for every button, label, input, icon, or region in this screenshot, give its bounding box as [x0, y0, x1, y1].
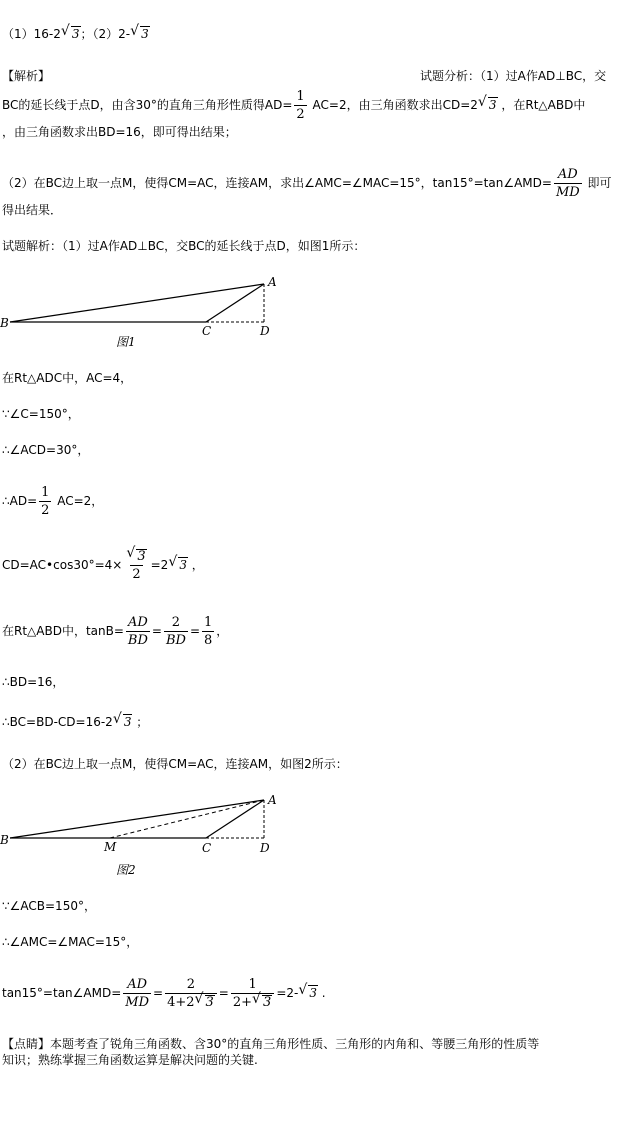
- analysis-intro: 试题分析：（1）过A作AD⊥BC，交: [420, 69, 607, 83]
- fraction: $\frac{1}{8}$: [204, 615, 213, 648]
- label-c: C: [202, 841, 212, 855]
- fraction: $\frac{2}{BD}$: [165, 615, 186, 648]
- step-6: 在Rt△ABD中，tanB= $\frac{AD}{BD}$ = $\frac{2}{BD}$ = $\frac{1}{8}$ ，: [2, 615, 229, 648]
- label-a: A: [268, 275, 277, 289]
- part2-step-2: ∴∠AMC=∠MAC=15°，: [2, 935, 139, 949]
- sqrt-symbol: √ 3: [114, 714, 133, 730]
- part2-head: （2）在BC边上取一点M，使得CM=AC，连接AM，如图2所示：: [2, 757, 348, 771]
- step-1: 在Rt△ADC中，AC=4，: [2, 371, 133, 385]
- answer-line: （1）16-2√ 3；（2）2-√ 3: [2, 26, 150, 42]
- segment-ca: [206, 800, 264, 838]
- figure-1: [0, 272, 290, 352]
- solution-head: 试题解析：（1）过A作AD⊥BC，交BC的延长线于点D，如图1所示：: [2, 239, 366, 253]
- analysis-title: 【解析】: [2, 69, 51, 83]
- analysis-part2-end: 得出结果．: [2, 203, 63, 217]
- comment-line-1: 【点睛】本题考查了锐角三角函数、含30°的直角三角形性质、三角形的内角和、等腰三角形的性质等: [2, 1037, 540, 1051]
- label-c: C: [202, 324, 212, 338]
- sqrt-symbol: √ 3: [62, 26, 81, 42]
- label-b: B: [0, 833, 9, 847]
- sqrt-symbol: √ 3: [131, 26, 150, 42]
- part2-step-3: tan15°=tan∠AMD= $\frac{AD}{MD}$ = $\frac{2}{4+2√ 3}$ = $\frac{1}{2+√ 3}$ =2-√ 3 .: [2, 976, 326, 1011]
- step-3: ∴∠ACD=30°，: [2, 443, 90, 457]
- fraction: $\frac{1}{2}$: [41, 485, 50, 518]
- step-7: ∴BD=16，: [2, 675, 65, 689]
- comment-line-2: 知识；熟练掌握三角函数运算是解决问题的关键.: [2, 1053, 258, 1067]
- fraction: $\frac{AD}{MD}$: [125, 977, 150, 1010]
- label-a: A: [268, 793, 277, 807]
- step-8: ∴BC=BD-CD=16-2√ 3 ；: [2, 714, 148, 730]
- label-m: M: [104, 840, 117, 854]
- step-2: ∵∠C=150°，: [2, 407, 80, 421]
- sqrt-symbol: √ 3: [299, 985, 318, 1001]
- fraction: √ $\frac{3}{2}$: [124, 548, 148, 583]
- fig1-caption: 图1: [116, 335, 136, 349]
- step-5: CD=AC•cos30°=4× √ $\frac{3}{2}$ =2√ 3 ，: [2, 548, 204, 583]
- fraction: $\frac{1}{2+√ 3}$: [231, 976, 274, 1011]
- analysis-part2: （2）在BC边上取一点M，使得CM=AC，连接AM，求出∠AMC=∠MAC=15°，tan15°=tan∠AMD= $\frac{AD}{MD}$ 即可: [2, 167, 612, 200]
- figure-2: [0, 790, 290, 882]
- sqrt-symbol: √ 3: [169, 557, 188, 573]
- analysis-line-3: ，由三角函数求出BD=16，即可得出结果；: [2, 125, 237, 139]
- analysis-line-2: BC的延长线于点D，由含30°的直角三角形性质得AD= $\frac{1}{2}$ AC=2，由三角函数求出CD=2√ 3 ，在Rt△ABD中: [2, 88, 585, 123]
- segment-ab: [10, 800, 264, 838]
- segment-ca: [206, 284, 264, 322]
- segment-ab: [10, 284, 264, 322]
- fraction: $\frac{AD}{BD}$: [127, 615, 148, 648]
- fig2-caption: 图2: [116, 863, 136, 877]
- label-d: D: [260, 841, 270, 855]
- fraction: $\frac{AD}{MD}$: [555, 167, 580, 200]
- part2-step-1: ∵∠ACB=150°，: [2, 899, 96, 913]
- step-4: ∴AD= $\frac{1}{2}$ AC=2，: [2, 485, 104, 518]
- sqrt-symbol: √ 3: [479, 97, 498, 113]
- label-d: D: [260, 324, 270, 338]
- comment-title: 【点睛】: [2, 1037, 51, 1051]
- fraction: $\frac{1}{2}$: [296, 89, 305, 122]
- fraction: $\frac{2}{4+2√ 3}$: [165, 976, 217, 1011]
- label-b: B: [0, 316, 9, 330]
